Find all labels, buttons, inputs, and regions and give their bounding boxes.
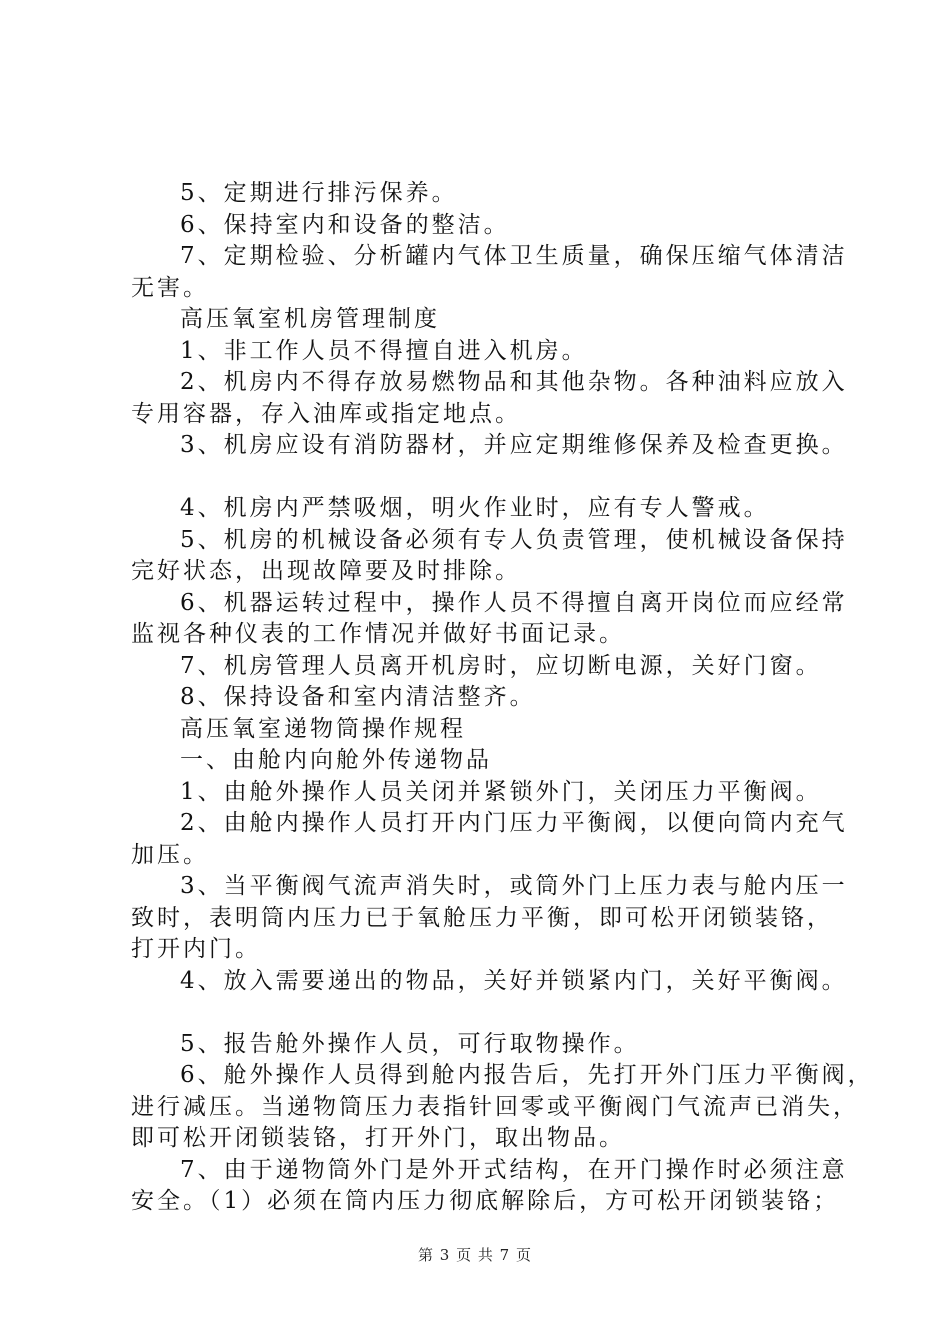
paragraph-line: 无害。 — [131, 274, 209, 301]
blank-line — [131, 462, 843, 494]
paragraph-line: 完好状态，出现故障要及时排除。 — [131, 558, 521, 584]
subsection-heading: 一、由舱内向舱外传递物品 — [180, 747, 492, 773]
paragraph-line: 2、由舱内操作人员打开内门压力平衡阀，以便向筒内充气 — [180, 810, 848, 836]
paragraph-line: 4、机房内严禁吸烟，明火作业时，应有专人警戒。 — [180, 495, 770, 521]
section-heading: 高压氧室机房管理制度 — [180, 306, 440, 332]
paragraph-line: 7、定期检验、分析罐内气体卫生质量，确保压缩气体清洁 — [180, 243, 848, 269]
paragraph-line: 即可松开闭锁装铬，打开外门，取出物品。 — [131, 1125, 625, 1151]
paragraph-line: 5、机房的机械设备必须有专人负责管理，使机械设备保持 — [180, 526, 848, 553]
paragraph-line: 专用容器，存入油库或指定地点。 — [131, 400, 521, 427]
paragraph-line: 致时，表明筒内压力已于氧舱压力平衡，即可松开闭锁装铬， — [131, 904, 833, 931]
paragraph-line: 1、非工作人员不得擅自进入机房。 — [180, 337, 588, 364]
paragraph-line: 3、机房应设有消防器材，并应定期维修保养及检查更换。 — [180, 432, 848, 458]
blank-line — [131, 997, 843, 1029]
paragraph-line: 加压。 — [131, 841, 209, 868]
paragraph-line: 进行减压。当递物筒压力表指针回零或平衡阀门气流声已消失， — [131, 1093, 859, 1120]
paragraph-line: 6、机器运转过程中，操作人员不得擅自离开岗位而应经常 — [180, 589, 848, 616]
paragraph-line: 8、保持设备和室内清洁整齐。 — [180, 684, 536, 710]
section-heading: 高压氧室递物筒操作规程 — [180, 715, 466, 742]
paragraph-line: 2、机房内不得存放易燃物品和其他杂物。各种油料应放入 — [180, 369, 848, 395]
paragraph-line: 6、保持室内和设备的整洁。 — [180, 211, 510, 238]
paragraph-line: 5、定期进行排污保养。 — [180, 180, 458, 206]
paragraph-line: 7、由于递物筒外门是外开式结构，在开门操作时必须注意 — [180, 1156, 848, 1183]
paragraph-line: 1、由舱外操作人员关闭并紧锁外门，关闭压力平衡阀。 — [180, 778, 822, 805]
document-body — [131, 178, 874, 1218]
paragraph-line: 5、报告舱外操作人员，可行取物操作。 — [180, 1030, 640, 1057]
paragraph-line: 7、机房管理人员离开机房时，应切断电源，关好门窗。 — [180, 652, 822, 679]
paragraph-line: 3、当平衡阀气流声消失时，或筒外门上压力表与舱内压一 — [180, 873, 848, 899]
paragraph-line: 监视各种仪表的工作情况并做好书面记录。 — [131, 621, 625, 647]
paragraph-line: 4、放入需要递出的物品，关好并锁紧内门，关好平衡阀。 — [180, 967, 848, 994]
paragraph-line: 6、舱外操作人员得到舱内报告后，先打开外门压力平衡阀， — [180, 1062, 874, 1088]
page-number-footer: 第 3 页 共 7 页 — [418, 1246, 532, 1264]
paragraph-line: 安全。（1）必须在筒内压力彻底解除后，方可松开闭锁装铬； — [131, 1188, 840, 1214]
paragraph-line: 打开内门。 — [131, 936, 261, 962]
